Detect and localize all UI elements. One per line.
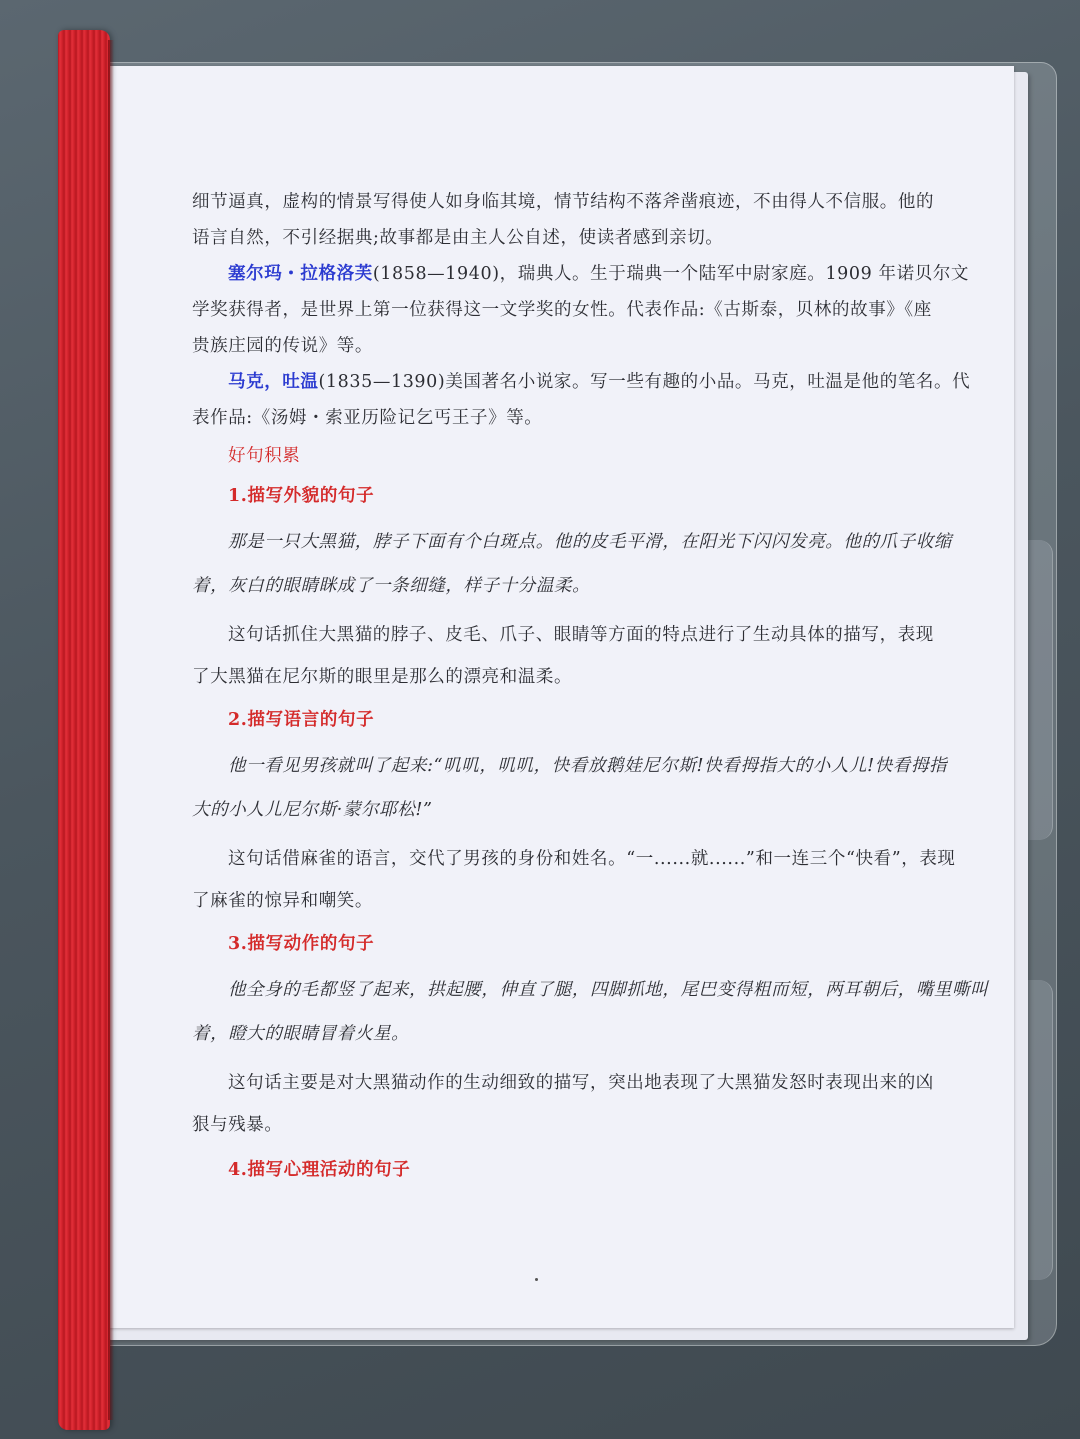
section-3-quote-1: 他全身的毛都竖了起来，拱起腰，伸直了腿，四脚抓地，尾巴变得粗而短，两耳朝后，嘴里嘶叫	[228, 980, 989, 1000]
author2-text-1: (1835—1390)美国著名小说家。写一些有趣的小品。马克，吐温是他的笔名。代	[318, 372, 971, 392]
author1-line-3: 贵族庄园的传说》等。	[192, 336, 373, 356]
author1-text-1: (1858—1940)，瑞典人。生于瑞典一个陆军中尉家庭。1909 年诺贝尔文	[372, 264, 970, 284]
section-2-analysis-1: 这句话借麻雀的语言，交代了男孩的身份和姓名。“一......就......”和一连三个“快看”，表现	[228, 849, 956, 869]
author2-name: 马克，吐温	[228, 372, 319, 392]
section-2-heading: 2.描写语言的句子	[228, 710, 375, 730]
page-content	[192, 184, 989, 1188]
section-1-quote-2: 着，灰白的眼睛眯成了一条细缝，样子十分温柔。	[192, 576, 591, 596]
section-1-analysis-2: 了大黑猫在尼尔斯的眼里是那么的漂亮和温柔。	[192, 667, 573, 687]
red-binder-spine	[58, 30, 110, 1430]
author1-name: 塞尔玛・拉格洛芙	[228, 264, 373, 284]
section-2-analysis-2: 了麻雀的惊异和嘲笑。	[192, 891, 373, 911]
author1-line-1	[192, 256, 970, 292]
section-4-heading: 4.描写心理活动的句子	[228, 1160, 411, 1180]
section-3-heading: 3.描写动作的句子	[228, 934, 375, 954]
intro-line-1: 细节逼真，虚构的情景写得使人如身临其境，情节结构不落斧凿痕迹，不由得人不信服。他的	[192, 192, 935, 212]
section-title: 好句积累	[228, 446, 301, 466]
intro-line-2: 语言自然，不引经据典;故事都是由主人公自述，使读者感到亲切。	[192, 228, 724, 248]
section-3-quote-2: 着，瞪大的眼睛冒着火星。	[192, 1024, 410, 1044]
section-1-quote-1: 那是一只大黑猫，脖子下面有个白斑点。他的皮毛平滑，在阳光下闪闪发亮。他的爪子收缩	[228, 532, 952, 552]
author2-line-1	[192, 364, 971, 400]
section-3-analysis-2: 狠与残暴。	[192, 1115, 283, 1135]
section-1-heading: 1.描写外貌的句子	[228, 486, 375, 506]
section-1-analysis-1: 这句话抓住大黑猫的脖子、皮毛、爪子、眼睛等方面的特点进行了生动具体的描写，表现	[228, 625, 934, 645]
author2-line-2: 表作品:《汤姆・索亚历险记乞丐王子》等。	[192, 408, 543, 428]
author1-line-2: 学奖获得者，是世界上第一位获得这一文学奖的女性。代表作品:《古斯泰，贝林的故事》《座	[192, 300, 932, 320]
section-2-quote-1: 他一看见男孩就叫了起来:“叽叽，叽叽，快看放鹅娃尼尔斯!快看拇指大的小人儿!快看拇指	[228, 756, 948, 776]
paper-speck	[535, 1278, 538, 1281]
section-3-analysis-1: 这句话主要是对大黑猫动作的生动细致的描写，突出地表现了大黑猫发怒时表现出来的凶	[228, 1073, 934, 1093]
section-2-quote-2: 大的小人儿尼尔斯·蒙尔耶松!”	[192, 800, 433, 820]
